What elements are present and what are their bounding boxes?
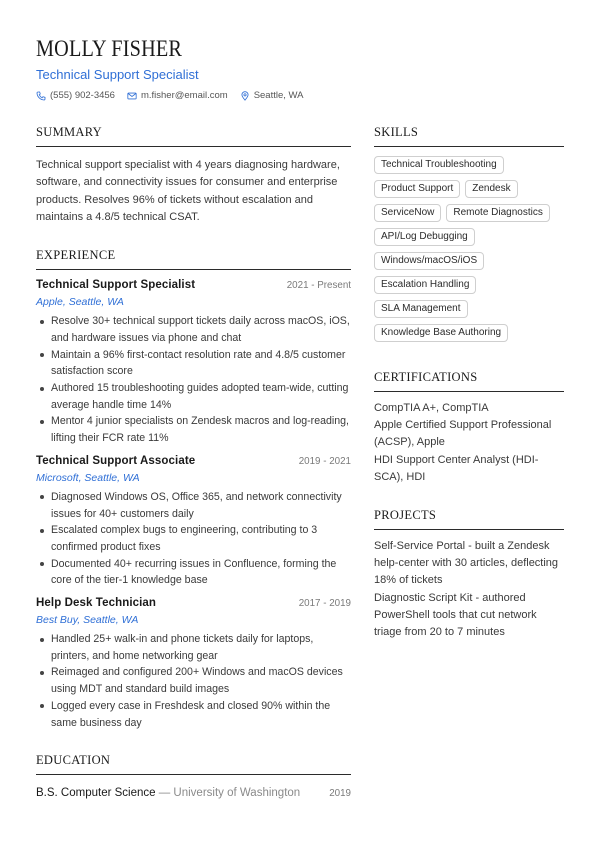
summary-section (36, 125, 351, 226)
section-title-projects: PROJECTS (374, 508, 564, 530)
location-text: Seattle, WA (253, 90, 304, 101)
contact-location (240, 90, 304, 101)
certification-item: HDI Support Center Analyst (HDI-SCA), HDI (374, 453, 539, 483)
project-item: Self-Service Portal - built a Zendesk help-center with 30 articles, deflecting 18% of tickets (374, 540, 559, 587)
section-title-skills: SKILLS (374, 125, 564, 147)
education-entry (36, 787, 351, 799)
job-bullet: Mentor 4 junior specialists on Zendesk macros and log-reading, lifting their FCR rate 11% (36, 413, 351, 446)
job-organization: Microsoft, Seattle, WA (36, 471, 140, 484)
section-title-summary: SUMMARY (36, 125, 351, 147)
summary-text: Technical support specialist with 4 years diagnosing hardware, software, and connectivity issues for consumer and enterprise products. Resolves 96% of tickets without escalation and maintains a 4.8/5 technical CSAT. (36, 159, 340, 223)
contact-phone[interactable] (36, 90, 115, 101)
skill-chip: Windows/macOS/iOS (374, 252, 484, 270)
experience-section (36, 248, 351, 731)
skill-chip: Product Support (374, 180, 460, 198)
education-separator: — (155, 787, 174, 800)
projects-section (374, 508, 564, 641)
section-title-experience: EXPERIENCE (36, 248, 351, 270)
education-degree-line (36, 787, 300, 799)
job-bullet: Authored 15 troubleshooting guides adopted team-wide, cutting average handle time 14% (36, 380, 351, 413)
job-entry (36, 455, 351, 589)
phone-text: (555) 902-3456 (50, 90, 115, 101)
skills-section (374, 125, 564, 342)
skill-chip: Remote Diagnostics (446, 204, 549, 222)
job-title: Technical Support Specialist (36, 279, 196, 292)
candidate-role: Technical Support Specialist (36, 67, 199, 82)
certifications-section (374, 370, 564, 486)
job-bullet: Escalated complex bugs to engineering, contributing to 3 confirmed product fixes (36, 522, 351, 555)
job-bullet: Diagnosed Windows OS, Office 365, and network connectivity issues for 40+ customers daily (36, 489, 351, 522)
education-school: University of Washington (173, 787, 301, 800)
skill-chip: Zendesk (465, 180, 517, 198)
email-text: m.fisher@email.com (140, 90, 228, 101)
job-entry (36, 279, 351, 447)
job-bullet: Reimaged and configured 200+ Windows and macOS devices using MDT and standard build images (36, 664, 351, 697)
job-bullet: Maintain a 96% first-contact resolution rate and 4.8/5 customer satisfaction score (36, 347, 351, 380)
skills-list (374, 156, 564, 342)
section-title-education: EDUCATION (36, 753, 351, 775)
job-bullet: Handled 25+ walk-in and phone tickets daily for laptops, printers, and home networking gear (36, 631, 351, 664)
certification-item: Apple Certified Support Professional (ACSP), Apple (374, 419, 552, 449)
education-degree: B.S. Computer Science (36, 787, 156, 800)
job-title: Help Desk Technician (36, 597, 157, 610)
job-dates: 2021 - Present (286, 280, 351, 292)
left-column (36, 125, 351, 799)
contact-email[interactable] (127, 90, 228, 101)
job-bullet: Logged every case in Freshdesk and closed 90% within the same business day (36, 698, 351, 731)
section-title-certifications: CERTIFICATIONS (374, 370, 564, 392)
skill-chip: SLA Management (374, 300, 468, 318)
certification-item: CompTIA A+, CompTIA (374, 402, 489, 414)
skill-chip: Escalation Handling (374, 276, 476, 294)
job-bullet: Documented 40+ recurring issues in Confluence, forming the core of the tier-1 knowledge base (36, 556, 351, 589)
skill-chip: Technical Troubleshooting (374, 156, 504, 174)
job-dates: 2019 - 2021 (298, 455, 351, 467)
job-bullet: Resolve 30+ technical support tickets daily across macOS, iOS, and hardware issues via phone and chat (36, 313, 351, 346)
contact-bar (36, 90, 304, 101)
skill-chip: API/Log Debugging (374, 228, 475, 246)
skill-chip: Knowledge Base Authoring (374, 324, 508, 342)
job-dates: 2017 - 2019 (298, 598, 351, 610)
education-section (36, 753, 351, 799)
job-organization: Apple, Seattle, WA (36, 296, 124, 309)
mail-icon (127, 91, 137, 101)
job-entry (36, 597, 351, 731)
candidate-name: MOLLY FISHER (36, 36, 183, 61)
skill-chip: ServiceNow (374, 204, 441, 222)
right-column (374, 125, 564, 641)
phone-icon (36, 91, 46, 101)
location-pin-icon (240, 91, 250, 101)
certifications-list (374, 400, 564, 486)
job-organization: Best Buy, Seattle, WA (36, 614, 139, 627)
job-title: Technical Support Associate (36, 454, 196, 467)
projects-list (374, 538, 564, 641)
project-item: Diagnostic Script Kit - authored PowerShell tools that cut network triage from 20 to 7 minutes (374, 591, 537, 639)
education-year: 2019 (329, 788, 351, 800)
